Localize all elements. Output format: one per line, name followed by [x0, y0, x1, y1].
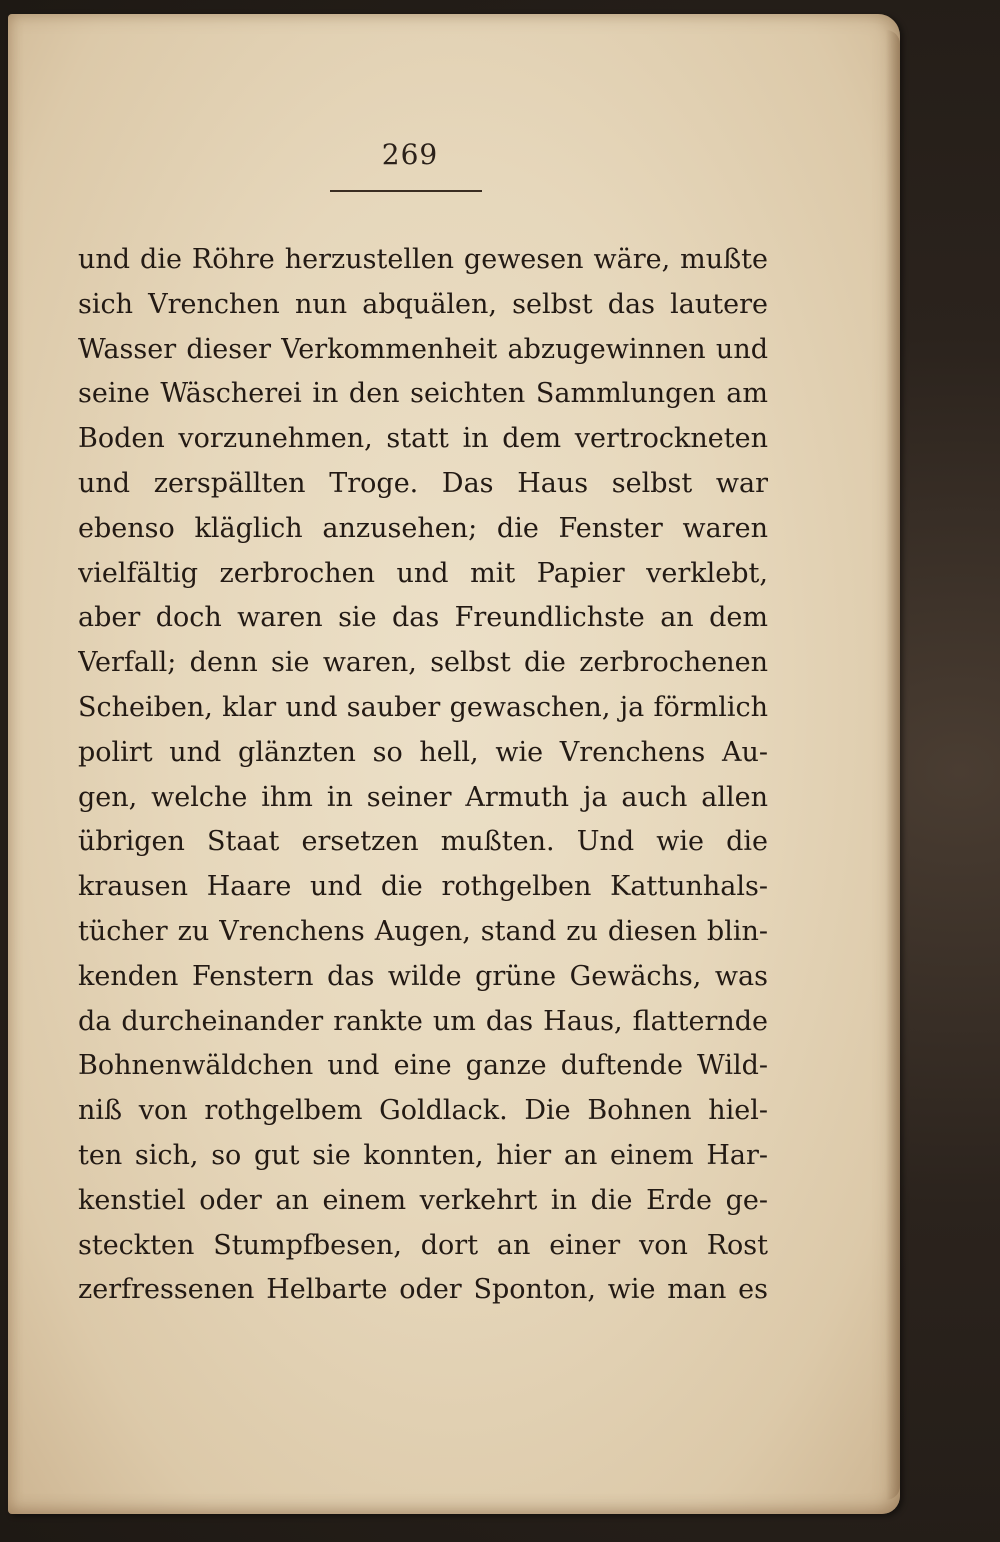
page-edge-shadow	[886, 30, 900, 1500]
text-line: krausen Haare und die rothgelben Kattunhals-	[78, 871, 768, 903]
text-line: kenden Fenstern das wilde grüne Gewächs, was	[78, 960, 768, 992]
text-line: steckten Stumpfbesen, dort an einer von Rost	[78, 1229, 768, 1261]
body-text	[78, 238, 768, 1313]
text-line: vielfältig zerbrochen und mit Papier verklebt,	[78, 557, 768, 589]
text-line: tücher zu Vrenchens Augen, stand zu diesen blin-	[78, 915, 768, 947]
text-line: gen, welche ihm in seiner Armuth ja auch allen	[78, 781, 768, 813]
text-line: und zerspällten Troge. Das Haus selbst war	[78, 467, 768, 499]
text-line: Bohnenwäldchen und eine ganze duftende Wild-	[78, 1050, 768, 1082]
text-line: Wasser dieser Verkommenheit abzugewinnen und	[78, 333, 768, 365]
text-line: Boden vorzunehmen, statt in dem vertrockneten	[78, 423, 768, 455]
text-line: ten sich, so gut sie konnten, hier an einem Har-	[78, 1139, 768, 1171]
text-line: seine Wäscherei in den seichten Sammlungen am	[78, 378, 768, 410]
text-line: zerfressenen Helbarte oder Sponton, wie man es	[78, 1274, 768, 1306]
header-rule	[330, 190, 482, 192]
text-line: Scheiben, klar und sauber gewaschen, ja förmlich	[78, 691, 768, 723]
text-line: übrigen Staat ersetzen mußten. Und wie die	[78, 826, 768, 858]
text-line: niß von rothgelbem Goldlack. Die Bohnen hiel-	[78, 1095, 768, 1127]
text-line: aber doch waren sie das Freundlichste an dem	[78, 602, 768, 634]
text-line: ebenso kläglich anzusehen; die Fenster waren	[78, 512, 768, 544]
text-line: kenstiel oder an einem verkehrt in die Erde ge-	[78, 1184, 768, 1216]
text-line: sich Vrenchen nun abquälen, selbst das lautere	[78, 288, 768, 320]
text-line: polirt und glänzten so hell, wie Vrenchens Au-	[78, 736, 768, 768]
text-line: Verfall; denn sie waren, selbst die zerbrochenen	[78, 647, 768, 679]
page-number: 269	[381, 138, 439, 171]
text-line: da durcheinander rankte um das Haus, flatternde	[78, 1005, 768, 1037]
text-line: und die Röhre herzustellen gewesen wäre, mußte	[78, 244, 768, 275]
